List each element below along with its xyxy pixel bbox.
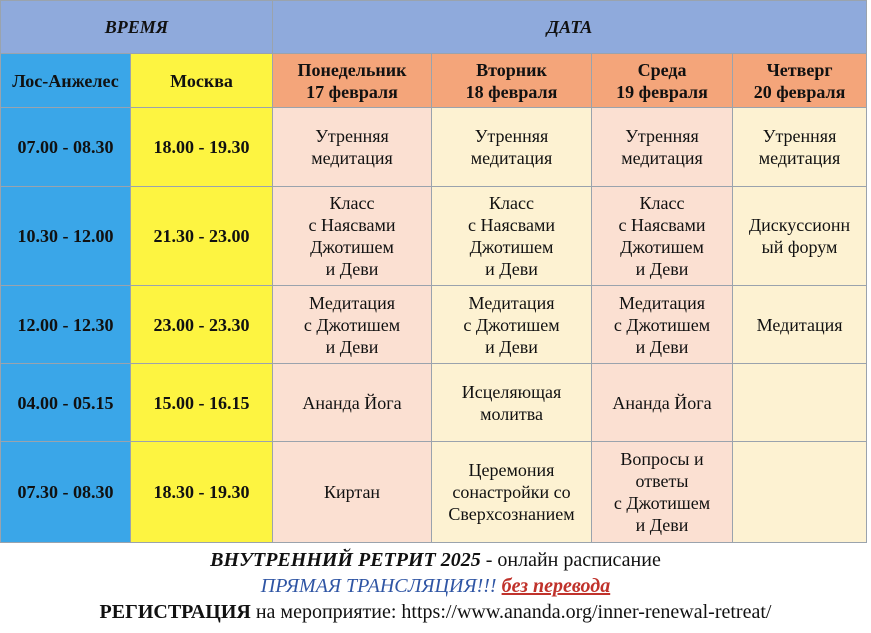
session-text: сонастройки со bbox=[452, 482, 571, 502]
session-text: Медитация bbox=[619, 292, 705, 313]
session-text: медитация bbox=[758, 148, 841, 168]
session-text: с Джотишем bbox=[303, 314, 401, 335]
session-cell bbox=[592, 108, 733, 187]
session-text: Киртан bbox=[323, 482, 381, 502]
la-time: 07.00 - 08.30 bbox=[1, 108, 131, 187]
session-text: с Наясвами bbox=[308, 215, 396, 235]
no-translation-link[interactable]: без перевода bbox=[501, 575, 611, 597]
schedule-row bbox=[1, 286, 867, 364]
la-time: 04.00 - 05.15 bbox=[1, 364, 131, 442]
live-broadcast: ПРЯМАЯ ТРАНСЛЯЦИЯ!!! bbox=[260, 575, 497, 597]
moscow-time: 21.30 - 23.00 bbox=[131, 187, 273, 286]
schedule-row bbox=[1, 364, 867, 442]
session-text: медитация bbox=[470, 148, 553, 168]
session-text: и Деви bbox=[635, 336, 689, 357]
day-header-tue: Вторник 18 февраля bbox=[432, 54, 592, 108]
registration-label: РЕГИСТРАЦИЯ bbox=[99, 601, 251, 623]
session-cell bbox=[432, 364, 592, 442]
session-cell bbox=[733, 187, 867, 286]
session-cell bbox=[733, 108, 867, 187]
session-text: Утренняя bbox=[762, 126, 837, 146]
session-cell bbox=[592, 187, 733, 286]
session-cell bbox=[273, 442, 432, 543]
session-text: Джотишем bbox=[310, 237, 394, 257]
session-text: с Джотишем bbox=[613, 493, 711, 513]
session-text: Ананда Йога bbox=[612, 392, 712, 413]
session-text: с Джотишем bbox=[613, 314, 711, 335]
session-text: Церемония bbox=[468, 460, 555, 480]
session-cell bbox=[273, 364, 432, 442]
session-cell bbox=[733, 442, 867, 543]
session-text: Исцеляющая bbox=[461, 381, 562, 402]
session-text: Джотишем bbox=[469, 237, 554, 257]
la-time: 10.30 - 12.00 bbox=[1, 187, 131, 286]
session-text: Медитация bbox=[756, 314, 843, 335]
session-cell bbox=[592, 364, 733, 442]
session-text: Медитация bbox=[309, 292, 395, 313]
session-text: с Наясвами bbox=[618, 215, 706, 235]
session-text: Сверхсознанием bbox=[448, 504, 575, 524]
schedule-rows bbox=[1, 108, 867, 543]
session-text: Класс bbox=[489, 193, 534, 213]
session-cell bbox=[432, 442, 592, 543]
session-text: молитва bbox=[480, 403, 543, 424]
moscow-time: 23.00 - 23.30 bbox=[131, 286, 273, 364]
session-cell bbox=[733, 364, 867, 442]
time-header: ВРЕМЯ bbox=[1, 1, 273, 54]
session-text: и Деви bbox=[325, 336, 379, 357]
session-text: Джотишем bbox=[620, 237, 704, 257]
la-header: Лос-Анжелес bbox=[1, 54, 131, 108]
date-header: ДАТА bbox=[273, 1, 867, 54]
moscow-time: 18.00 - 19.30 bbox=[131, 108, 273, 187]
session-text: Дискуссионн bbox=[748, 215, 851, 235]
session-text: и Деви bbox=[485, 259, 538, 279]
session-text: Утренняя bbox=[625, 126, 699, 146]
footer-live bbox=[0, 573, 871, 599]
session-text: и Деви bbox=[635, 259, 689, 279]
session-cell bbox=[733, 286, 867, 364]
session-cell bbox=[273, 187, 432, 286]
session-text: с Наясвами bbox=[468, 215, 556, 235]
session-text: Ананда Йога bbox=[302, 392, 402, 413]
day-header-mon: Понедельник 17 февраля bbox=[273, 54, 432, 108]
session-text: ый форум bbox=[761, 237, 838, 257]
session-cell bbox=[592, 442, 733, 543]
session-cell bbox=[273, 108, 432, 187]
session-text: с Джотишем bbox=[463, 314, 560, 335]
session-text: медитация bbox=[311, 148, 393, 168]
session-text: Вопросы и bbox=[620, 449, 704, 469]
session-text: и Деви bbox=[325, 259, 379, 279]
day-header-wed: Среда 19 февраля bbox=[592, 54, 733, 108]
schedule-row bbox=[1, 442, 867, 543]
session-text: и Деви bbox=[485, 336, 538, 357]
session-text: и Деви bbox=[635, 515, 689, 535]
session-text: Утренняя bbox=[474, 126, 549, 146]
session-text: Класс bbox=[639, 193, 685, 213]
la-time: 12.00 - 12.30 bbox=[1, 286, 131, 364]
la-time: 07.30 - 08.30 bbox=[1, 442, 131, 543]
session-text: Утренняя bbox=[315, 126, 389, 146]
moscow-time: 18.30 - 19.30 bbox=[131, 442, 273, 543]
session-cell bbox=[432, 187, 592, 286]
day-header-thu: Четверг 20 февраля bbox=[733, 54, 867, 108]
moscow-header: Москва bbox=[131, 54, 273, 108]
session-cell bbox=[432, 286, 592, 364]
footer-title bbox=[0, 547, 871, 573]
session-text: медитация bbox=[621, 148, 703, 168]
retreat-title: ВНУТРЕННИЙ РЕТРИТ 2025 bbox=[210, 549, 481, 571]
session-cell bbox=[592, 286, 733, 364]
schedule-row bbox=[1, 187, 867, 286]
session-text: Класс bbox=[329, 193, 375, 213]
moscow-time: 15.00 - 16.15 bbox=[131, 364, 273, 442]
footer-registration bbox=[0, 599, 871, 625]
registration-url[interactable]: на мероприятие: https://www.ananda.org/inner-renewal-retreat/ bbox=[250, 601, 772, 623]
session-text: ответы bbox=[635, 471, 689, 491]
session-cell bbox=[432, 108, 592, 187]
schedule-row bbox=[1, 108, 867, 187]
session-cell bbox=[273, 286, 432, 364]
session-text: Медитация bbox=[468, 292, 555, 313]
retreat-subtitle: - онлайн расписание bbox=[480, 549, 661, 571]
